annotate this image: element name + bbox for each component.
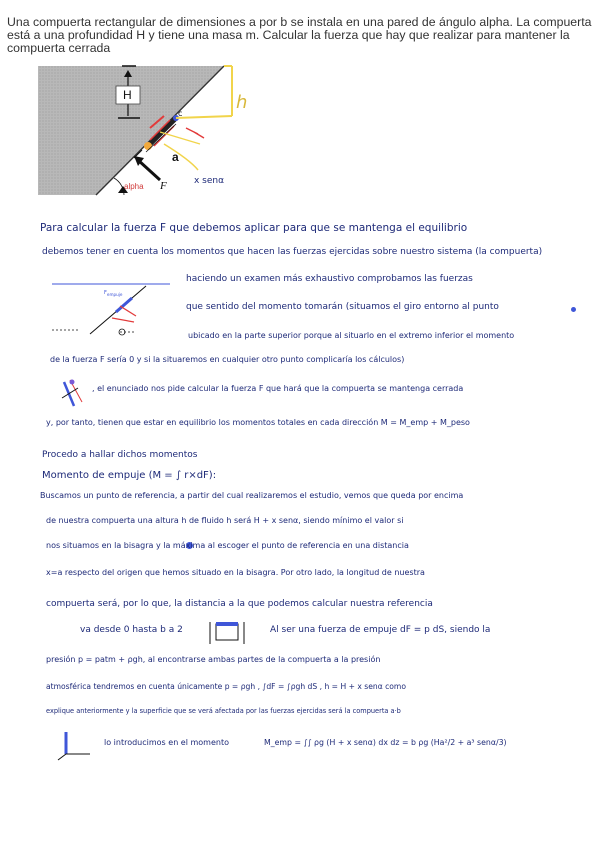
note-line-1: Para calcular la fuerza F que debemos aplicar para que se mantenga el equilibrio — [40, 222, 468, 234]
note-line-15: compuerta será, por lo que, la distancia a la que podemos calcular nuestra referencia — [46, 599, 433, 609]
note-line-16: va desde 0 hasta b a 2 — [80, 625, 183, 635]
note-line-18: presión p = patm + ρgh, al encontrarse ambas partes de la compuerta a la presión — [46, 655, 381, 664]
small-label-fempuje: $F_{empuje}$ — [104, 290, 123, 297]
note-line-2: debemos tener en cuenta los momentos que hacen las fuerzas ejercidas sobre nuestro sistema (la compuerta) — [42, 247, 543, 257]
hinge-dot — [144, 142, 152, 150]
note-line-6: de la fuerza F sería 0 y si la situaremos en cualquier otro punto complicaría los cálculos) — [50, 355, 405, 364]
note-line-14: x=a respecto del origen que hemos situado en la bisagra. Por otro lado, la longitud de nuestra — [46, 568, 425, 577]
problem-statement: Una compuerta rectangular de dimensiones a por b se instala en una pared de ángulo alpha. La compuerta está a una profundidad H y tiene una masa m. Calcular la fuerza que hay que realizar para mantener la compuerta cerrada — [7, 15, 592, 56]
note-line-12: de nuestra compuerta una altura h de fluido h será H + x senα, siendo mínimo el valor si — [46, 516, 404, 525]
note-line-9: Procedo a hallar dichos momentos — [42, 450, 198, 460]
note-line-5: ubicado en la parte superior porque al situarlo en el extremo inferior el momento — [188, 331, 515, 340]
label-H: H — [123, 88, 132, 102]
note-line-20: explique anteriormente y la superficie que se verá afectada por las fuerzas ejercidas será la compuerta a·b — [46, 707, 401, 715]
small-hinge-sketch — [60, 378, 90, 412]
label-a: a — [172, 150, 179, 164]
equation-moment-empuje: M_emp = ∫∫ ρg (H + x senα) dx dz = b ρg (Ha²/2 + a³ senα/3) — [264, 738, 507, 747]
note-line-13: nos situamos en la bisagra y la máxima al escoger el punto de referencia en una distancia — [46, 541, 409, 550]
gate-sketch — [206, 618, 254, 648]
blue-point-dot — [571, 307, 576, 312]
label-xsen: x senα — [194, 176, 225, 186]
note-line-11: Buscamos un punto de referencia, a partir del cual realizaremos el estudio, vemos que queda por encima — [40, 491, 464, 500]
note-line-19: atmosférica tendremos en cuenta únicamente p = ρgh , ∫dF = ∫ρgh dS , h = H + x senα como — [46, 682, 406, 691]
dS-sketch — [56, 726, 96, 762]
label-F: F — [160, 180, 167, 192]
label-h: h — [236, 92, 248, 113]
note-line-17: Al ser una fuerza de empuje dF = p dS, siendo la — [270, 625, 491, 635]
note-line-10: Momento de empuje (M = ∫ r×dF): — [42, 470, 217, 481]
note-line-8: y, por tanto, tienen que estar en equilibrio los momentos totales en cada dirección M = M_emp + M_peso — [46, 418, 470, 427]
label-alpha: alpha — [124, 182, 144, 191]
note-line-21: lo introducimos en el momento — [104, 738, 229, 747]
note-line-7: , el enunciado nos pide calcular la fuerza F que hará que la compuerta se mantenga cerrada — [92, 384, 464, 393]
label-c: c — [178, 109, 183, 118]
note-line-4: que sentido del momento tomarán (situamos el giro entorno al punto — [186, 302, 499, 312]
note-line-3: haciendo un examen más exhaustivo comprobamos las fuerzas — [186, 274, 473, 284]
small-diagram — [50, 276, 180, 348]
